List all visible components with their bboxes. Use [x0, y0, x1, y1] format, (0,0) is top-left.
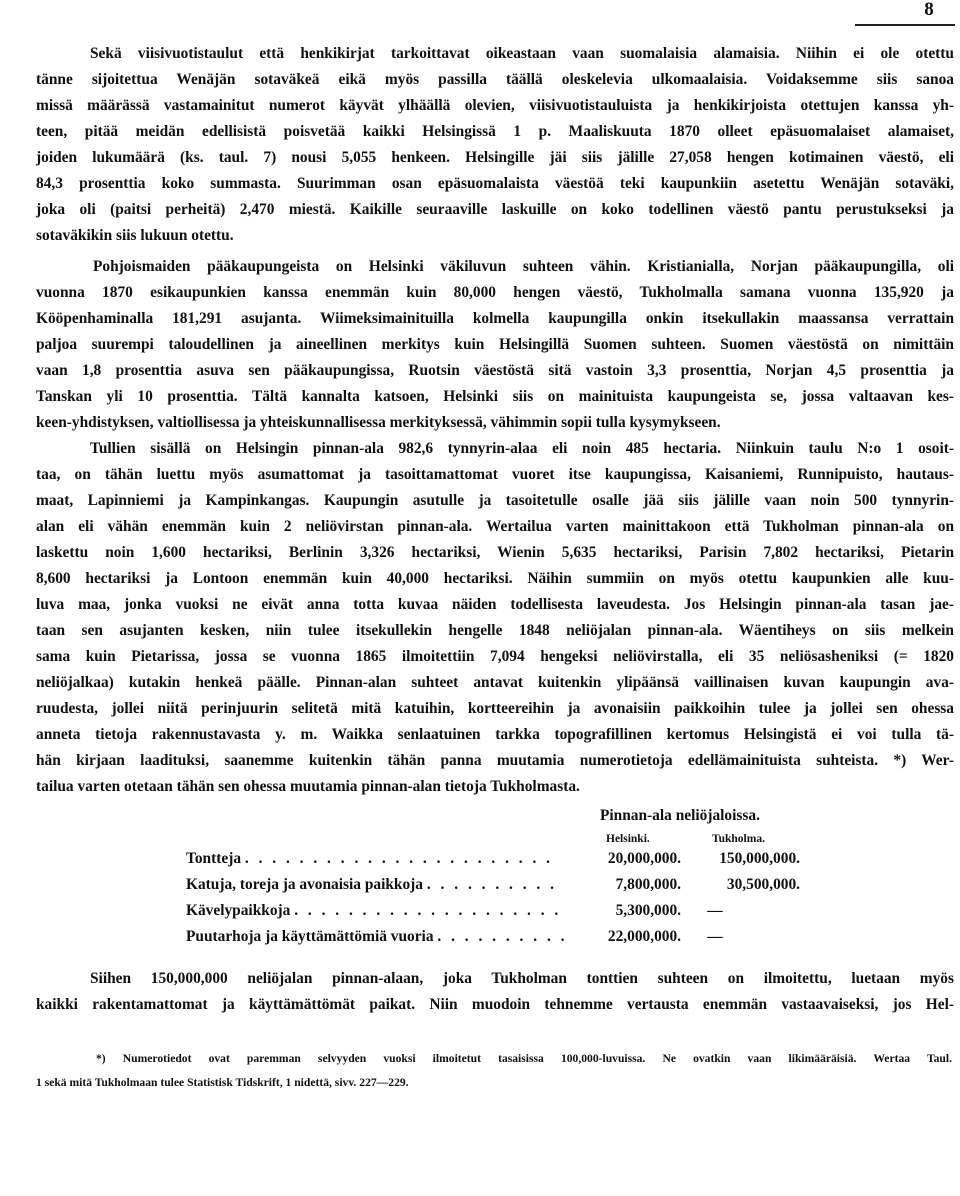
text-line: Tullien sisällä on Helsingin pinnan-ala 982,6 tynnyrin-alaa eli noin 485 hectaria. Niinkuin taulu N:o 1 osoit- [90, 440, 954, 457]
table-title: Pinnan-ala neliöjaloissa. [600, 807, 760, 824]
text-line: teen, pitää meidän edellisistä poisvetää kaikki Helsingissä 1 p. Maaliskuuta 1870 olleet epäsuomalaiset alamaiset, [36, 123, 954, 140]
footnote-line: 1 sekä mitä Tukholmaan tulee Statistisk Tidskrift, 1 nidettä, sivv. 227—229. [36, 1076, 409, 1089]
column-header-tukholma: Tukholma. [712, 833, 765, 845]
text-line: Kööpenhaminalla 181,291 asujanta. Wiimeksimainituilla kolmella kaupungilla onkin itsekullakin maassansa verrattain [36, 310, 954, 327]
text-line: luva maa, jonka vuoksi ne eivät anna totta kuvaa näiden todellisesta laveudesta. Jos Helsingin pinnan-ala tasan jae- [36, 596, 954, 613]
text-line: kaikki rakentamattomat ja käyttämättömät paikat. Niin muodoin tehnemme vertausta enemmän vastaavaiseksi, jos Hel- [36, 996, 954, 1013]
page-number: 8 [924, 0, 934, 20]
header-rule [855, 24, 955, 26]
value-tukholma: — [707, 928, 723, 945]
text-line: 84,3 prosenttia koko summasta. Suurimman osan epäsuomalaista väestöä teki kaupunkiin asetettu Wenäjän sotaväki, [36, 175, 954, 192]
text-line: Siihen 150,000,000 neliöjalan pinnan-alaan, joka Tukholman tonttien suhteen on ilmoitettu, luetaan myös [90, 970, 954, 987]
value-helsinki: 22,000,000. [607, 928, 681, 945]
row-label: Tontteja . . . . . . . . . . . . . . . . . . . . . . . [186, 850, 554, 867]
text-line: joka oli (paitsi perheitä) 2,470 miestä. Kaikille seuraaville laskuille on koko todellinen väestö pantu perustukseksi ja [36, 201, 954, 218]
dot-leader: . . . . . . . . . . [426, 876, 557, 893]
text-line: keen-yhdistyksen, valtiollisessa ja yhteiskunnallisessa merkityksessä, vähimmin sopii tulla kysymykseen. [36, 414, 721, 431]
text-line: taan sen asujanten kesken, niin tulee itsekullekin hengelle 1848 neliöjalan pinnan-ala. Wäentiheys on siis melkein [36, 622, 954, 639]
dot-leader: . . . . . . . . . . . . . . . . . . . . [294, 902, 562, 919]
text-line: missä määrässä vastamainitut numerot käyvät ylhäällä olevien, viisivuotistauluista ja henkikirjoista otettujen kanssa yh- [36, 97, 954, 114]
text-line: Pohjoismaiden pääkaupungeista on Helsinki väkiluvun suhteen vähin. Kristianialla, Norjan pääkaupungilla, oli [93, 258, 954, 275]
row-label: Katuja, toreja ja avonaisia paikkoja . . . . . . . . . . [186, 876, 557, 893]
row-label: Kävelypaikkoja . . . . . . . . . . . . . . . . . . . . [186, 902, 562, 919]
text-line: maat, Lapinniemi ja Kampinkangas. Kaupungin asutulle ja tasoitetulle osalle jää siis jälille vaan noin 500 tynnyrin- [36, 492, 954, 509]
text-line: Tanskan yli 10 prosenttia. Tältä kannalta katsoen, Helsinki siis on mainituista kaupungeista se, jossa valtaavan kes- [36, 388, 954, 405]
text-line: joiden lukumäärä (ks. taul. 7) nousi 5,055 henkeen. Helsingille jäi siis jälille 27,058 hengen kotimainen väestö, eli [36, 149, 954, 166]
text-line: vaan 1,8 prosenttia asuva sen pääkaupungissa, Ruotsin väestöstä sitä vastoin 3,3 prosenttia, Norjan 4,5 prosenttia ja [36, 362, 954, 379]
text-line: anneta tietoja rakennustavasta y. m. Waikka senlaatuinen tarkka topografillinen kertomus Helsingistä ei voi tulla tä- [36, 726, 954, 743]
text-line: vuonna 1870 esikaupunkien kanssa enemmän kuin 80,000 hengen väestö, Tukholmalla samana vuonna 135,920 ja [36, 284, 954, 301]
text-line: alan eli vähän enemmän kuin 2 neliövirstan pinnan-ala. Wertailua varten mainittakoon että Tukholman pinnan-ala on [36, 518, 954, 535]
text-line: sama kuin Pietarissa, jossa se vuonna 1865 ilmoitettiin 7,094 hengeksi neliövirstalla, eli 35 neliösasheniksi (= 1820 [36, 648, 954, 665]
row-label: Puutarhoja ja käyttämättömiä vuoria . . . . . . . . . . [186, 928, 568, 945]
text-line: tailua varten otetaan tähän sen ohessa muutamia pinnan-alan tietoja Tukholmasta. [36, 778, 580, 795]
text-line: neliöjalkaa) kutakin henkeä päälle. Pinnan-alan suhteet antavat kuitenkin ylipäänsä vaillinaisen kuvan kaupungin ava- [36, 674, 954, 691]
text-line: Sekä viisivuotistaulut että henkikirjat tarkoittavat oikeastaan vaan suomalaisia alamaisia. Niihin ei ole otettu [90, 45, 954, 62]
text-line: tänne sijoitettua Wenäjän sotaväkeä eikä myös passilla täällä oleskelevia ulkomaalaisia. Voidaksemme siis sanoa [36, 71, 954, 88]
text-line: paljoa suurempi taloudellinen ja aineellinen merkitys kuin Helsingillä Suomen suhteen. Suomen väestöstä on nimittäin [36, 336, 954, 353]
text-line: sotaväkikin siis lukuun otettu. [36, 227, 234, 244]
text-line: taa, on tähän luettu myös asumattomat ja tasoittamattomat vuoret itse kaupungissa, Kaisaniemi, Runnipuisto, hautaus- [36, 466, 954, 483]
dot-leader: . . . . . . . . . . . . . . . . . . . . . . . [244, 850, 554, 867]
text-line: laskettu noin 1,600 hectariksi, Berlinin 3,326 hectariksi, Wienin 5,635 hectariksi, Parisin 7,802 hectariksi, Pietarin [36, 544, 954, 561]
dot-leader: . . . . . . . . . . [437, 928, 568, 945]
value-tukholma: — [707, 902, 723, 919]
text-line: hän kirjaan laadituksi, saanemme kuitenkin tähän panna muutamia numerotietoja edellämainituista suhteista. *) Wer- [36, 752, 954, 769]
text-line: ruudesta, jollei niitä perinjuurin selitetä mitä katuihin, kortteereihin ja avonaisiin paikkoihin tulee ja jollei sen ohessa [36, 700, 954, 717]
value-helsinki: 5,300,000. [615, 902, 681, 919]
column-header-helsinki: Helsinki. [606, 833, 650, 845]
value-tukholma: 150,000,000. [719, 850, 800, 867]
text-line: 8,600 hectariksi ja Lontoon enemmän kuin 40,000 hectariksi. Näihin summiin on myös otettu kaupunkien alle kuu- [36, 570, 954, 587]
value-tukholma: 30,500,000. [726, 876, 800, 893]
footnote-line: *) Numerotiedot ovat paremman selvyyden vuoksi ilmoitetut tasaisissa 100,000-luvuissa. Ne ovatkin vaan likimääräisiä. Wertaa Taul. [96, 1052, 952, 1065]
value-helsinki: 7,800,000. [615, 876, 681, 893]
value-helsinki: 20,000,000. [607, 850, 681, 867]
